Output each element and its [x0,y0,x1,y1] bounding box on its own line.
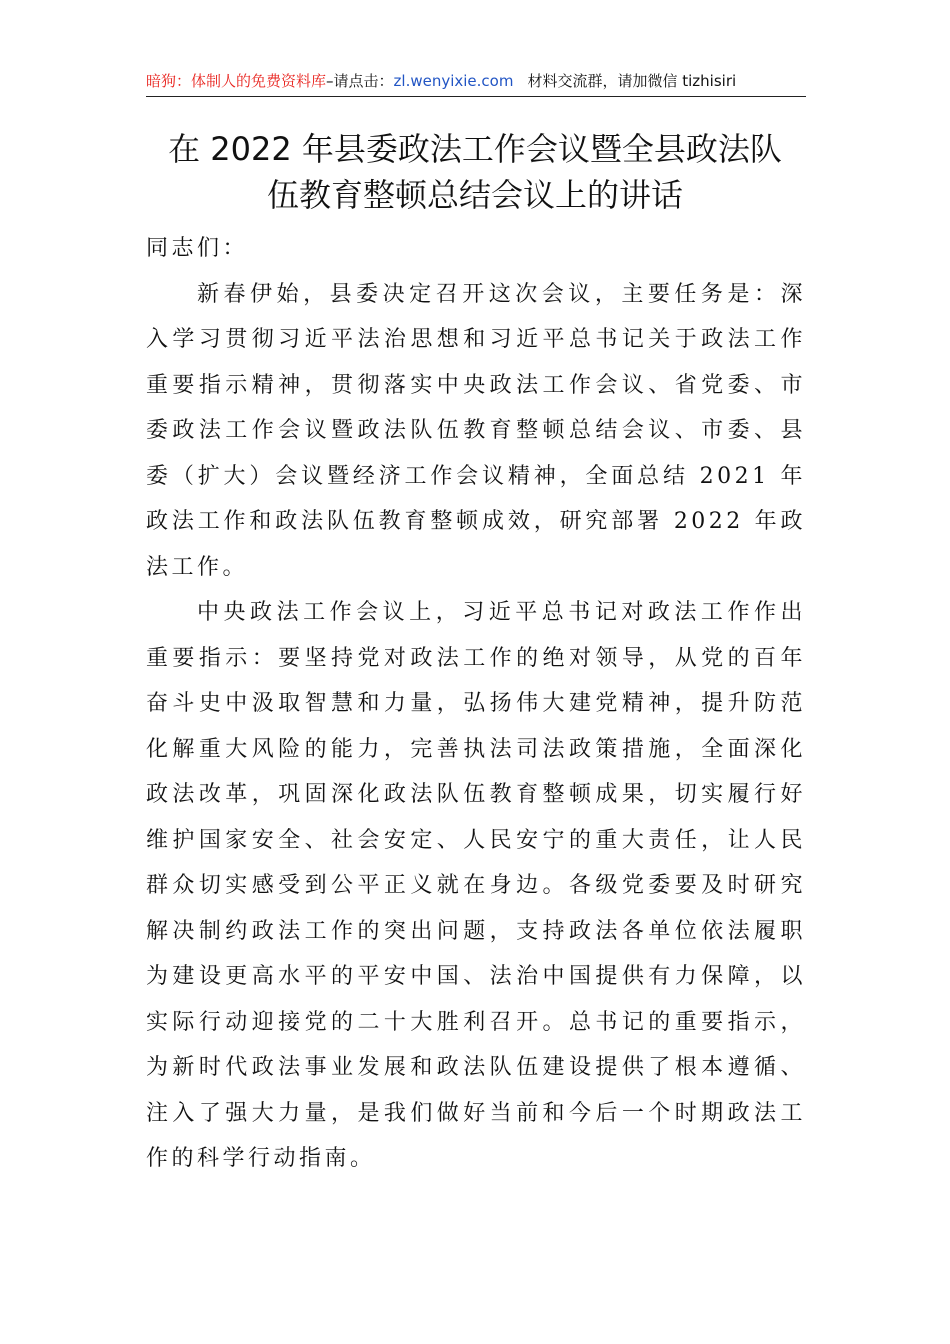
salutation: 同志们： [146,236,249,261]
header-url-link[interactable]: zl.wenyixie.com [393,72,514,90]
title-line-1: 在 2022 年县委政法工作会议暨全县政法队 [168,130,782,168]
title-line-2: 伍教育整顿总结会议上的讲话 [266,176,683,214]
header-brand: 暗狗：体制人的免费资料库 [146,72,327,90]
body-paragraph: 中央政法工作会议上，习近平总书记对政法工作作出重要指示：要坚持党对政法工作的绝对领导，从党的百年奋斗史中汲取智慧和力量，弘扬伟大建党精神，提升防范化解重大风险的能力，完善执法司法政策措施，全面深化政法改革，巩固深化政法队伍教育整顿成果，切实履行好维护国家安全、社会安定、人民安宁的重大责任，让人民群众切实感受到公平正义就在身边。各级党委要及时研究解决制约政法工作的突出问题，支持政法各单位依法履职为建设更高水平的平安中国、法治中国提供有力保障，以实际行动迎接党的二十大胜利召开。总书记的重要指示，为新时代政法事业发展和政法队伍建设提供了根本遵循、注入了强大力量，是我们做好当前和今后一个时期政法工作的科学行动指南。 [146,600,806,1171]
header-note: 材料交流群，请加微信 tizhisiri [527,72,737,90]
page-header [146,66,806,97]
body-paragraph: 新春伊始，县委决定召开这次会议，主要任务是：深入学习贯彻习近平法治思想和习近平总书记关于政法工作重要指示精神，贯彻落实中央政法工作会议、省党委、市委政法工作会议暨政法队伍教育整顿总结会议、市委、县委（扩大）会议暨经济工作会议精神，全面总结 2021 年政法工作和政法队伍教育整顿成效，研究部署 2022 年政法工作。 [146,281,806,580]
document-title [140,126,810,218]
header-prompt: –请点击： [326,72,394,90]
document-body [146,226,806,1182]
